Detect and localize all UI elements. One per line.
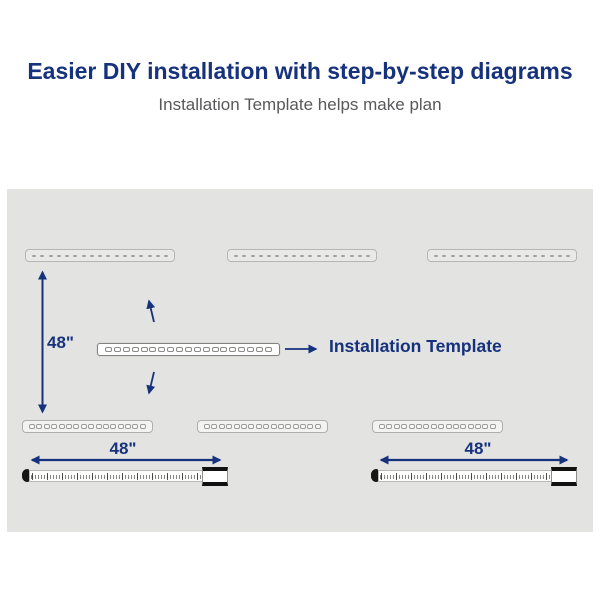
- page-title: Easier DIY installation with step-by-step diagrams: [27, 58, 573, 84]
- installation-template-label: Installation Template: [329, 336, 502, 356]
- vertical-dimension-label: 48": [47, 333, 74, 352]
- installation-template-strip: [97, 343, 280, 356]
- move-down-arrow: [149, 372, 154, 393]
- tape-hook-icon: [22, 469, 29, 482]
- diagram-panel: [7, 189, 593, 532]
- middle-rail-strip-3: [372, 420, 503, 433]
- tape-measure-right: [371, 467, 577, 486]
- middle-rail-strip-1: [22, 420, 153, 433]
- bottom-dimension-label-right: 48": [464, 439, 492, 458]
- tape-case: [551, 467, 577, 486]
- tape-measure-left: [22, 467, 228, 486]
- tape-blade-ruler: [378, 470, 552, 482]
- bottom-dimension-label-left: 48": [109, 439, 137, 458]
- move-up-arrow: [149, 301, 154, 322]
- top-rail-strip-3: [427, 249, 577, 262]
- top-rail-strip-2: [227, 249, 377, 262]
- tape-case: [202, 467, 228, 486]
- page-subtitle: Installation Template helps make plan: [158, 95, 442, 114]
- middle-rail-strip-2: [197, 420, 328, 433]
- tape-blade-ruler: [29, 470, 203, 482]
- top-rail-strip-1: [25, 249, 175, 262]
- tape-hook-icon: [371, 469, 378, 482]
